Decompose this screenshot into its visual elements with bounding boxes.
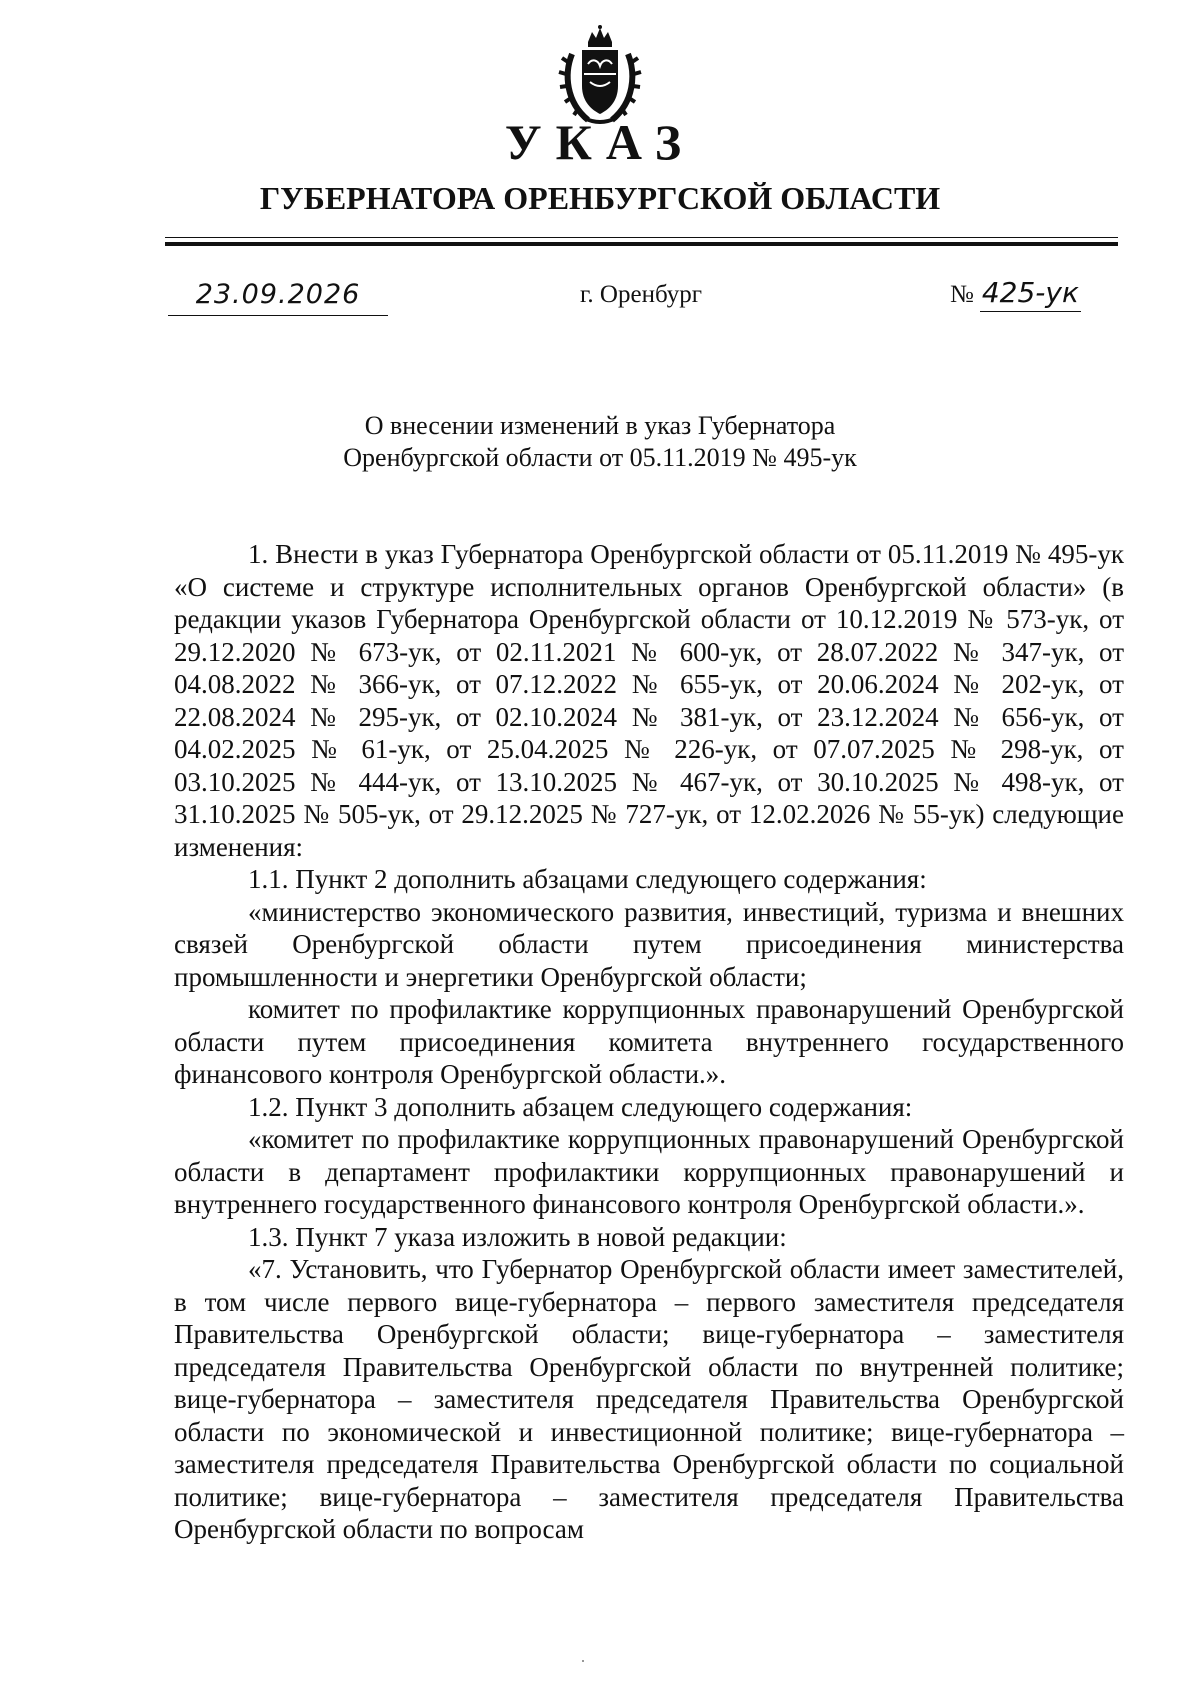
paragraph-1-3: 1.3. Пункт 7 указа изложить в новой редакции: bbox=[248, 1221, 787, 1252]
document-title bbox=[0, 410, 1200, 474]
header-divider-thick bbox=[165, 242, 1118, 246]
document-city: г. Оренбург bbox=[580, 281, 702, 308]
paragraph-1: 1. Внести в указ Губернатора Оренбургской области от 05.11.2019 № 495-ук «О системе и структуре исполнительных органов Оренбургской области» (в редакции указов Губернатора Оренбургской области от 10.12.2019 № 573-ук, от 29.12.2020 № 673-ук, от 02.11.2021 № 600-ук, от 28.07.2022 № 347-ук, от 04.08.2022 № 366-ук, от 07.12.2022 № 655-ук, от 20.06.2024 № 202-ук, от 22.08.2024 № 295-ук, от 02.10.2024 № 381-ук, от 23.12.2024 № 656-ук, от 04.02.2025 № 61-ук, от 25.04.2025 № 226-ук, от 07.07.2025 № 298-ук, от 03.10.2025 № 444-ук, от 13.10.2025 № 467-ук, от 30.10.2025 № 498-ук, от 31.10.2025 № 505-ук, от 29.12.2025 № 727-ук, от 12.02.2026 № 55-ук) следующие изменения: bbox=[174, 539, 1124, 862]
paragraph-quote-department: «комитет по профилактике коррупционных правонарушений Оренбургской области в департамент профилактики коррупционных правонарушений и внутреннего государственного финансового контроля Оренбургской области.». bbox=[174, 1124, 1124, 1219]
document-body bbox=[174, 538, 1124, 1546]
document-number-block bbox=[950, 275, 1081, 313]
paragraph-quote-ministry: «министерство экономического развития, инвестиций, туризма и внешних связей Оренбургской области путем присоединения министерства промышленности и энергетики Оренбургской области; bbox=[174, 896, 1124, 992]
document-issuer: ГУБЕРНАТОРА ОРЕНБУРГСКОЙ ОБЛАСТИ bbox=[259, 180, 941, 216]
scan-speck bbox=[582, 1660, 584, 1662]
paragraph-1-2: 1.2. Пункт 3 дополнить абзацем следующего содержания: bbox=[248, 1091, 913, 1122]
paragraph-quote-committee: комитет по профилактике коррупционных правонарушений Оренбургской области путем присоединения комитета внутреннего государственного финансового контроля Оренбургской области.». bbox=[174, 994, 1124, 1089]
document-date: 23.09.2026 bbox=[168, 275, 388, 316]
paragraph-1-1: 1.1. Пункт 2 дополнить абзацами следующего содержания: bbox=[248, 864, 927, 894]
header-divider-thin bbox=[165, 237, 1118, 238]
document-number: 425-ук bbox=[980, 275, 1081, 312]
title-line-1: О внесении изменений в указ Губернатора bbox=[364, 411, 836, 440]
document-type: УКАЗ bbox=[504, 114, 696, 170]
title-line-2: Оренбургской области от 05.11.2019 № 495-ук bbox=[343, 443, 857, 472]
paragraph-quote-point-7: «7. Установить, что Губернатор Оренбургской области имеет заместителей, в том числе первого вице-губернатора – первого заместителя председателя Правительства Оренбургской области; вице-губернатора – заместителя председателя Правительства Оренбургской области по внутренней политике; вице-губернатора – заместителя председателя Правительства Оренбургской области по экономической и инвестиционной политике; вице-губернатора – заместителя председателя Правительства Оренбургской области по социальной политике; вице-губернатора – заместителя председателя Правительства Оренбургской области по вопросам bbox=[174, 1254, 1124, 1544]
number-sign: № bbox=[950, 281, 974, 308]
